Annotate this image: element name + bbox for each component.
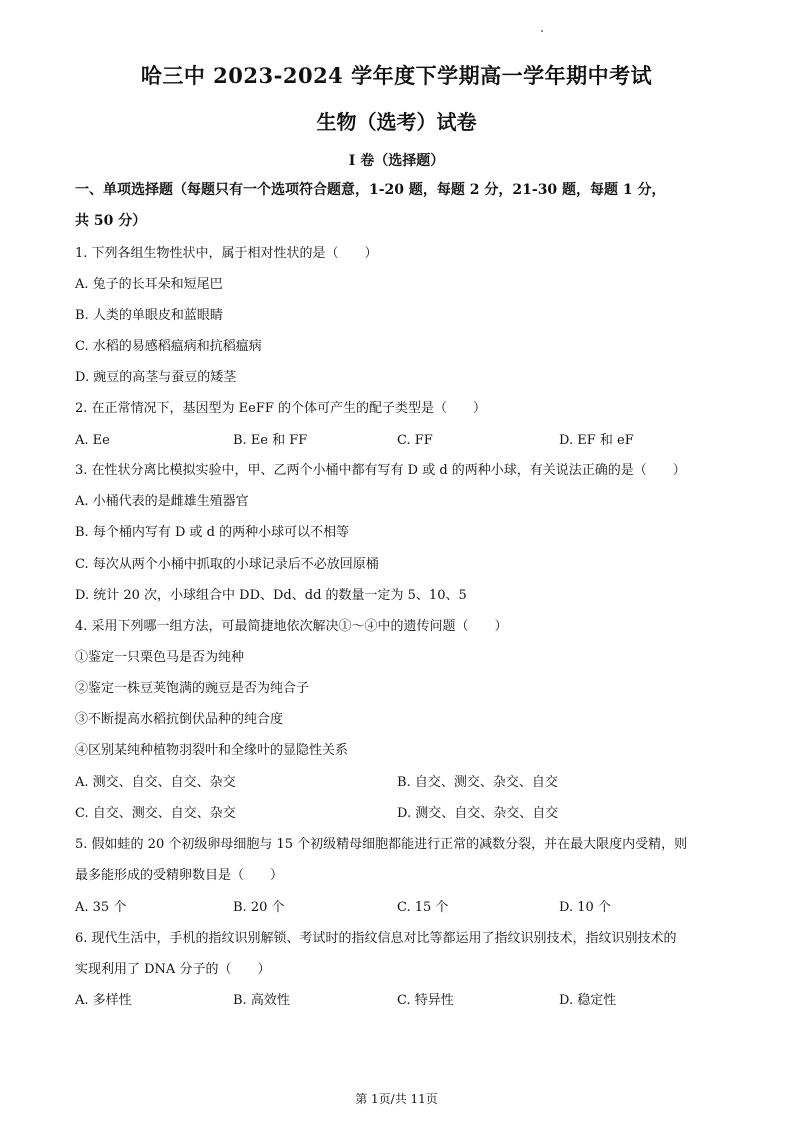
question-stem: 1. 下列各组生物性状中，属于相对性状的是（ ） bbox=[75, 246, 378, 261]
question-stem: 5. 假如蛙的 20 个初级卵母细胞与 15 个初级精母细胞都能进行正常的减数分裂，并在最大限度内受精，则 bbox=[75, 837, 688, 852]
question-option: A. 测交、自交、自交、杂交 bbox=[75, 775, 236, 790]
section-heading-line1: 一、单项选择题（每题只有一个选项符合题意，1-20 题，每题 2 分，21-30 题，每题 1 分， bbox=[75, 182, 666, 198]
question-stem: 4. 采用下列哪一组方法，可最简捷地依次解决①～④中的遗传问题（ ） bbox=[75, 619, 508, 634]
question-option: B. 高效性 bbox=[233, 993, 290, 1008]
question-option: A. 兔子的长耳朵和短尾巴 bbox=[75, 277, 223, 292]
question-option: D. 10 个 bbox=[559, 900, 611, 915]
exam-title: 哈三中 2023-2024 学年度下学期高一学年期中考试 bbox=[140, 63, 653, 88]
question-stem: 实现利用了 DNA 分子的（ ） bbox=[75, 962, 271, 977]
question-option: D. EF 和 eF bbox=[559, 433, 634, 448]
question-option: D. 豌豆的高茎与蚕豆的矮茎 bbox=[75, 370, 237, 385]
exam-subtitle: 生物（选考）试卷 bbox=[316, 110, 477, 134]
question-option: A. 小桶代表的是雌雄生殖器官 bbox=[75, 494, 249, 509]
scan-speck bbox=[541, 30, 543, 32]
question-option: B. 自交、测交、杂交、自交 bbox=[397, 775, 558, 790]
question-option: B. 每个桶内写有 D 或 d 的两种小球可以不相等 bbox=[75, 525, 350, 540]
question-stem: 6. 现代生活中，手机的指纹识别解锁、考试时的指纹信息对比等都运用了指纹识别技术，指纹识别技术的 bbox=[75, 931, 677, 946]
question-option: A. Ee bbox=[75, 433, 110, 448]
question-option: B. Ee 和 FF bbox=[233, 433, 308, 448]
question-option: C. 每次从两个小桶中抓取的小球记录后不必放回原桶 bbox=[75, 557, 379, 572]
question-option: D. 稳定性 bbox=[559, 993, 617, 1008]
section-heading-line2: 共 50 分） bbox=[75, 213, 147, 229]
question-sub-item: ③不断提高水稻抗倒伏品种的纯合度 bbox=[75, 712, 284, 727]
page-footer: 第 1页/共 11页 bbox=[355, 1092, 438, 1106]
question-stem: 最多能形成的受精卵数目是（ ） bbox=[75, 868, 284, 883]
question-option: B. 20 个 bbox=[233, 900, 285, 915]
question-sub-item: ②鉴定一株豆荚饱满的豌豆是否为纯合子 bbox=[75, 681, 310, 696]
question-option: B. 人类的单眼皮和蓝眼睛 bbox=[75, 308, 223, 323]
section-heading bbox=[75, 175, 725, 237]
question-option: A. 35 个 bbox=[75, 900, 127, 915]
question-option: C. 水稻的易感稻瘟病和抗稻瘟病 bbox=[75, 339, 262, 354]
question-option: C. FF bbox=[397, 433, 433, 448]
question-option: C. 自交、测交、自交、杂交 bbox=[75, 806, 236, 821]
question-option: C. 特异性 bbox=[397, 993, 454, 1008]
question-sub-item: ④区别某纯种植物羽裂叶和全缘叶的显隐性关系 bbox=[75, 743, 349, 758]
question-option: D. 统计 20 次，小球组合中 DD、Dd、dd 的数量一定为 5、10、5 bbox=[75, 588, 467, 603]
question-option: C. 15 个 bbox=[397, 900, 449, 915]
question-option: A. 多样性 bbox=[75, 993, 132, 1008]
question-option: D. 测交、自交、杂交、自交 bbox=[397, 806, 559, 821]
question-stem: 3. 在性状分离比模拟实验中，甲、乙两个小桶中都有写有 D 或 d 的两种小球，有关说法正确的是（ ） bbox=[75, 463, 686, 478]
question-sub-item: ①鉴定一只栗色马是否为纯种 bbox=[75, 650, 245, 665]
question-stem: 2. 在正常情况下，基因型为 EeFF 的个体可产生的配子类型是（ ） bbox=[75, 401, 487, 416]
part-heading: I 卷（选择题） bbox=[348, 153, 445, 169]
